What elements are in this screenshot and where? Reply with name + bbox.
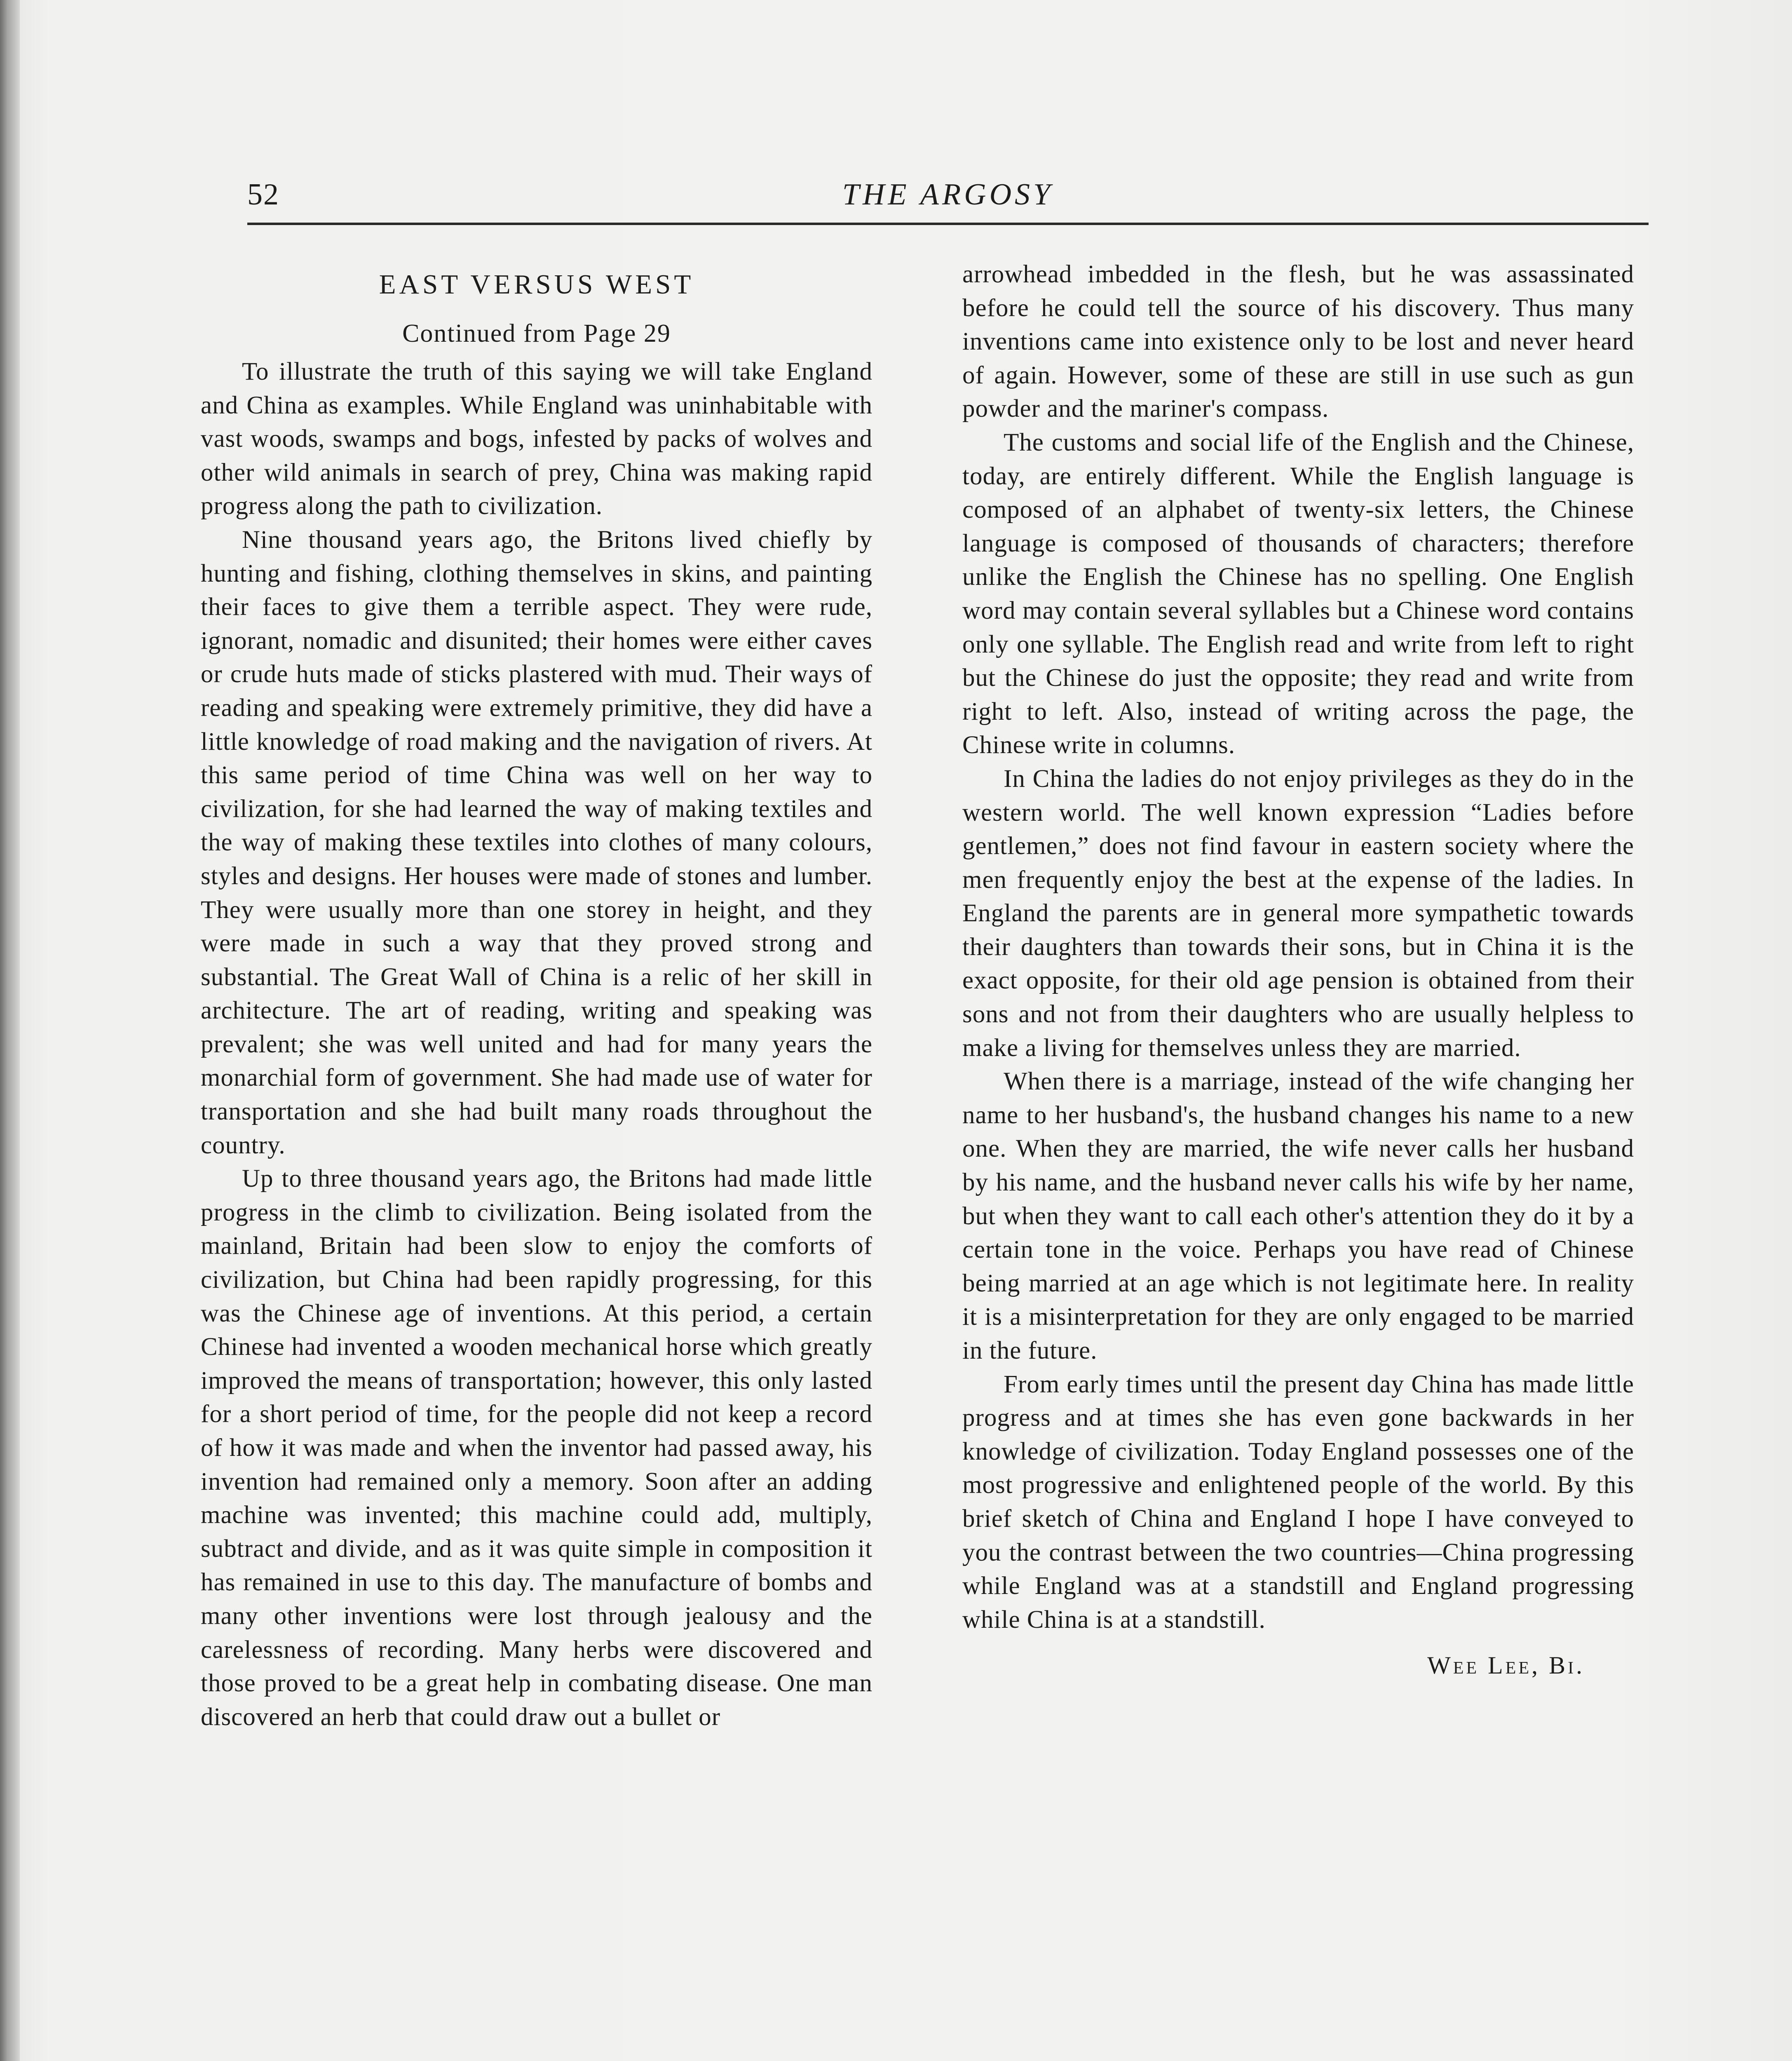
paragraph: The customs and social life of the English and the Chinese, today, are entirely different. While the English language is composed of an alphabet of twenty-six letters, the Chinese language is composed of thousands of characters; therefore unlike the English the Chinese has no spelling. One English word may contain several syllables but a Chinese word contains only one syllable. The English read and write from left to right but the Chinese do just the opposite; they read and write from right to left. Also, instead of writing across the page, the Chinese write in columns. — [962, 428, 1634, 759]
author-signature: Wee Lee, Bi. — [1427, 1652, 1585, 1679]
binding-edge — [0, 0, 20, 2061]
paragraph: In China the ladies do not enjoy privileges as they do in the western world. The well known expression “Ladies before gentlemen,” does not find favour in eastern society where the men frequently enjoy the best at the expense of the ladies. In England the parents are in general more sympathetic towards their daughters than towards their sons, but in China it is the exact opposite, for their old age pension is obtained from their sons and not from their daughters who are usually helpless to make a living for themselves unless they are married. — [962, 765, 1634, 1062]
paragraph: Up to three thousand years ago, the Britons had made little progress in the climb to civilization. Being isolated from the mainland, Britain had been slow to enjoy the comforts of civilization, but China had been rapidly progressing, for this was the Chinese age of inventions. At this period, a certain Chinese had invented a wooden mechanical horse which greatly improved the means of transportation; however, this only lasted for a short period of time, for the people did not keep a record of how it was made and when the inventor had passed away, his invention had remained only a memory. Soon after an adding machine was invented; this machine could add, multiply, subtract and divide, and as it was quite simple in composition it has remained in use to this day. The manufacture of bombs and many other inventions were lost through jealousy and the carelessness of recording. Many herbs were discovered and those proved to be a great help in combating disease. One man discovered an herb that could draw out a bullet or — [201, 1165, 873, 1731]
right-column — [962, 258, 1634, 1683]
paragraph: From early times until the present day China has made little progress and at times she has even gone backwards in her knowledge of civilization. Today England possesses one of the most progressive and enlightened people of the world. By this brief sketch of China and England I hope I have conveyed to you the contrast between the two countries—China progressing while England was at a standstill and England progressing while China is at a standstill. — [962, 1370, 1634, 1634]
header-rule — [247, 223, 1649, 225]
paragraph: When there is a marriage, instead of the wife changing her name to her husband's, the husband changes his name to a new one. When they are married, the wife never calls her husband by his name, and the husband never calls his wife by her name, but when they want to call each other's attention they do it by a certain tone in the voice. Perhaps you have read of Chinese being married at an age which is not legitimate here. In reality it is a misinterpretation for they are only engaged to be married in the future. — [962, 1068, 1634, 1364]
article-title: EAST VERSUS WEST — [379, 269, 694, 300]
left-column — [201, 258, 873, 1734]
page-number: 52 — [247, 178, 279, 211]
paragraph: To illustrate the truth of this saying we will take England and China as examples. While England was uninhabitable with vast woods, swamps and bogs, infested by packs of wolves and other wild animals in search of prey, China was making rapid progress along the path to civilization. — [201, 358, 873, 520]
paragraph-continuation: arrowhead imbedded in the flesh, but he was assassinated before he could tell the source of his discovery. Thus many inventions came into existence only to be lost and never heard of again. However, some of these are still in use such as gun powder and the mariner's compass. — [962, 261, 1634, 423]
article-subtitle: Continued from Page 29 — [402, 319, 671, 347]
running-title: THE ARGOSY — [842, 178, 1054, 211]
paragraph: Nine thousand years ago, the Britons lived chiefly by hunting and fishing, clothing themselves in skins, and painting their faces to give them a terrible aspect. They were rude, ignorant, nomadic and disunited; their homes were either caves or crude huts made of sticks plastered with mud. Their ways of reading and speaking were extremely primitive, they did have a little knowledge of road making and the navigation of rivers. At this same period of time China was well on her way to civilization, for she had learned the way of making textiles and the way of making these textiles into clothes of many colours, styles and designs. Her houses were made of stones and lumber. They were usually more than one storey in height, and they were made in such a way that they proved strong and substantial. The Great Wall of China is a relic of her skill in architecture. The art of reading, writing and speaking was prevalent; she was well united and had for many years the monarchial form of government. She had made use of water for transportation and she had built many roads throughout the country. — [201, 526, 873, 1159]
